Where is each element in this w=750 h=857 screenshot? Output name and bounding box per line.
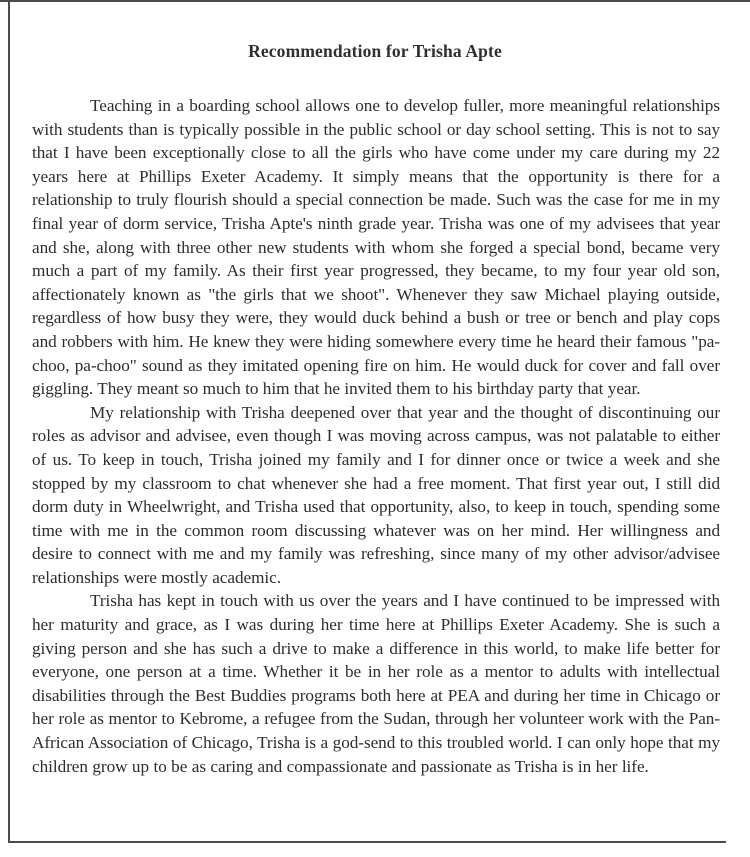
body-paragraph: Trisha has kept in touch with us over the years and I have continued to be impressed with her maturity and grace, as I was during her time here at Phillips Exeter Academy. She is such a giving person and she has such a drive to make a difference in this world, to make life better for everyone, one person at a time. Whether it be in her role as a mentor to adults with intellectual disabilities through the Best Buddies programs both here at PEA and during her time in Chicago or her role as mentor to Kebrome, a refugee from the Sudan, through her volunteer work with the Pan-African Association of Chicago, Trisha is a god-send to this troubled world. I can only hope that my children grow up to be as caring and compassionate and passionate as Trisha is in her life. bbox=[32, 591, 720, 776]
scan-border-left bbox=[8, 0, 10, 843]
body-paragraph: My relationship with Trisha deepened over that year and the thought of discontinuing our roles as advisor and advisee, even though I was moving across campus, was not palatable to either of us. To keep in touch, Trisha joined my family and I for dinner once or twice a week and she stopped by my classroom to chat whenever she had a free moment. That first year out, I still did dorm duty in Wheelwright, and Trisha used that opportunity, also, to keep in touch, spending some time with me in the common room discussing whatever was on her mind. Her willingness and desire to connect with me and my family was refreshing, since many of my other advisor/advisee relationships were mostly academic. bbox=[32, 402, 720, 587]
scan-border-top bbox=[0, 0, 750, 2]
scan-border-bottom bbox=[8, 841, 726, 843]
document-body bbox=[32, 94, 720, 778]
body-paragraph: Teaching in a boarding school allows one to develop fuller, more meaningful relationships with students than is typically possible in the public school or day school setting. This is not to say that I have been exceptionally close to all the girls who have come under my care during my 22 years here at Phillips Exeter Academy. It simply means that the opportunity is there for a relationship to truly flourish should a special connection be made. Such was the case for me in my final year of dorm service, Trisha Apte's ninth grade year. Trisha was one of my advisees that year and she, along with three other new students with whom she forged a special bond, became very much a part of my family. As their first year progressed, they became, to my four year old son, affectionately known as "the girls that we shoot". Whenever they saw Michael playing outside, regardless of how busy they were, they would duck behind a bush or tree or bench and play cops and robbers with him. He knew they were hiding somewhere every time he heard their famous "pa-choo, pa-choo" sound as they imitated opening fire on him. He would duck for cover and fall over giggling. They meant so much to him that he invited them to his birthday party that year. bbox=[32, 96, 720, 399]
page-title: Recommendation for Trisha Apte bbox=[248, 40, 502, 61]
